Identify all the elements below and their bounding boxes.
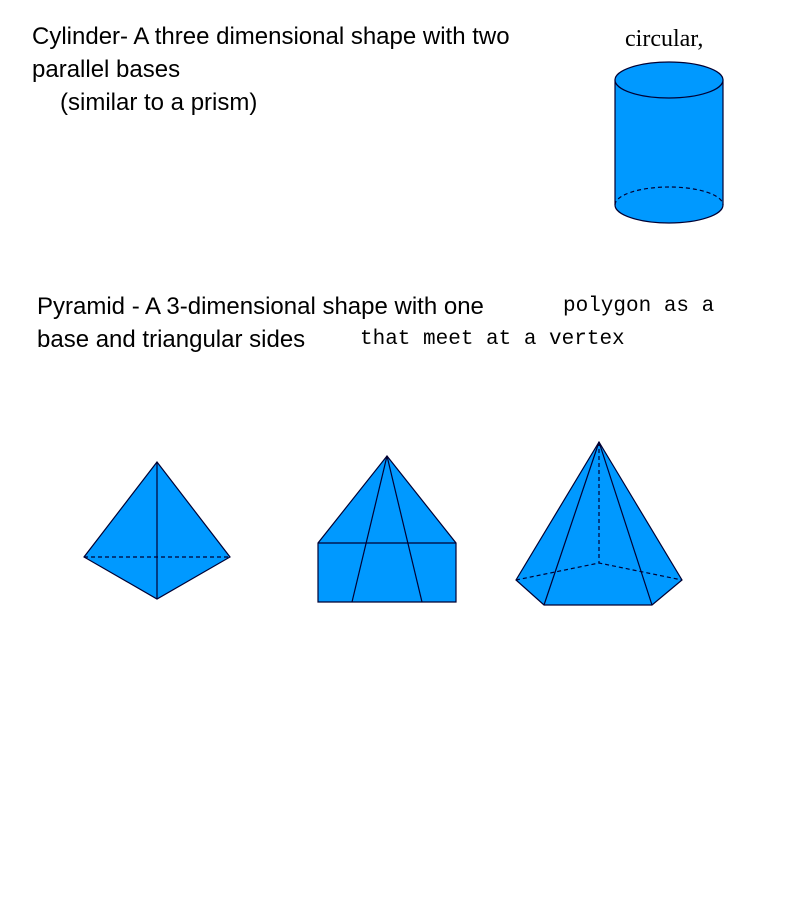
pyramid-definition-line-1a: Pyramid - A 3-dimensional shape with one: [37, 293, 484, 320]
square-pyramid-figure: [80, 455, 235, 605]
cylinder-figure: [600, 55, 740, 230]
pyramid-definition-line-2a: base and triangular sides: [37, 326, 306, 353]
rectangular-pyramid-figure: [312, 450, 462, 610]
cylinder-definition-line-2: parallel bases: [32, 56, 181, 83]
cylinder-top-face: [615, 62, 723, 98]
rectangular-pyramid-outline: [318, 456, 456, 602]
pyramid-definition-line-2b: that meet at a vertex: [360, 328, 625, 351]
cylinder-definition-line-3: (similar to a prism): [60, 89, 258, 116]
pyramid-definition-line-1b: polygon as a: [563, 295, 715, 318]
cylinder-body: [615, 80, 723, 223]
cylinder-definition-line-1: Cylinder- A three dimensional shape with two: [32, 23, 510, 50]
cylinder-circular-word: circular,: [625, 26, 704, 52]
pentagonal-pyramid-figure: [510, 435, 690, 610]
